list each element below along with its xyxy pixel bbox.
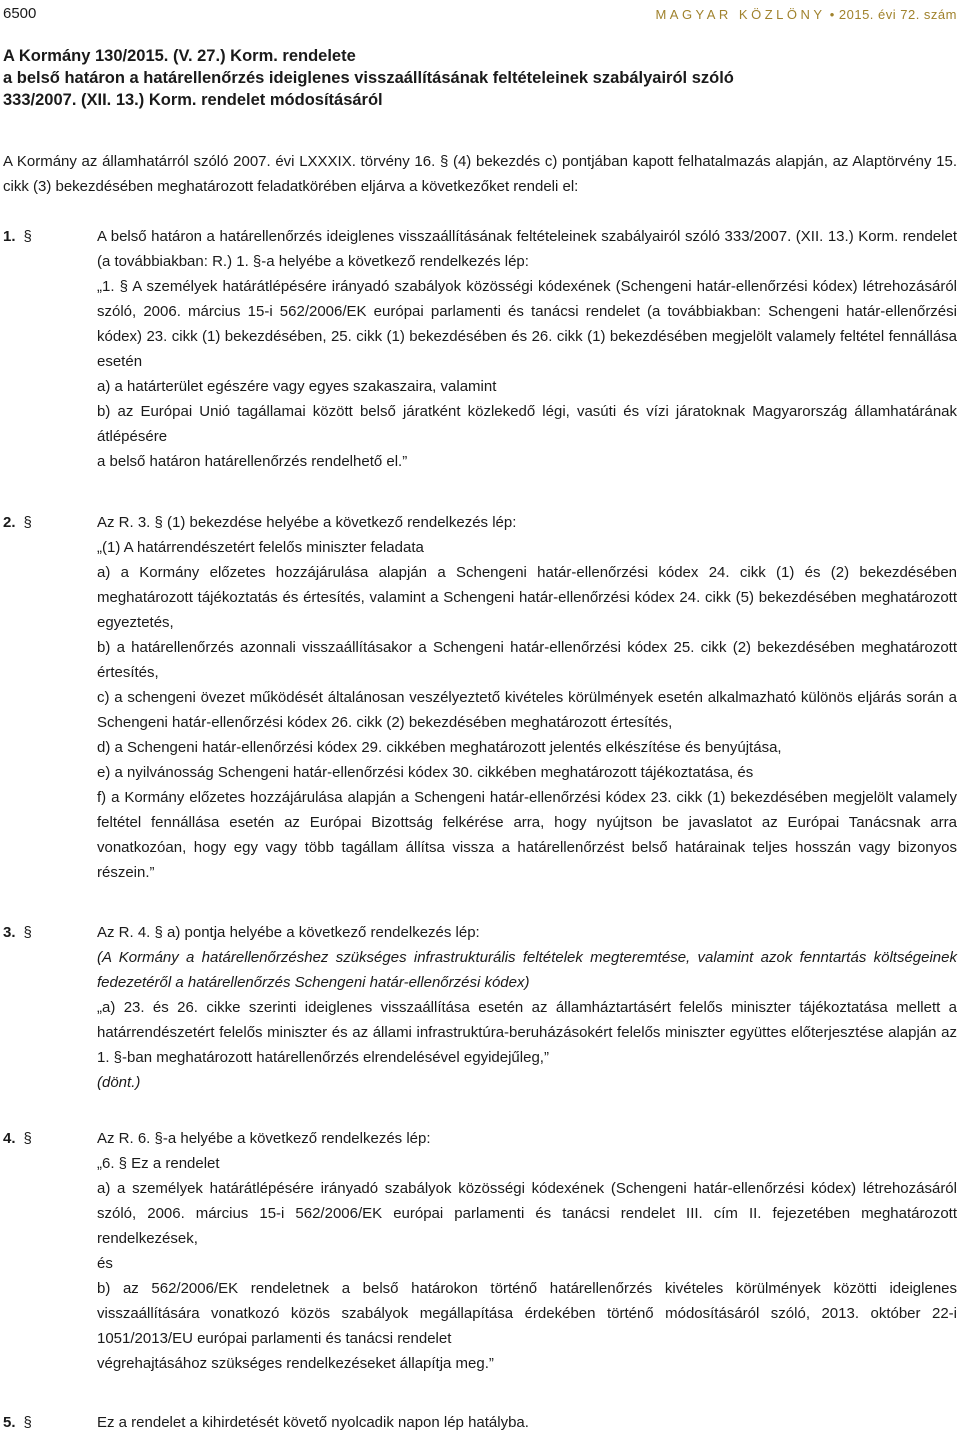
section-paragraph: b) a határellenőrzés azonnali visszaállításakor a Schengeni határ-ellenőrzési kódex 25. cikk (2) bekezdésében meghatározott értesítés, (97, 639, 957, 681)
page-number: 6500 (3, 5, 37, 22)
section-paragraph: a) a határterület egészére vagy egyes szakaszaira, valamint (97, 378, 497, 395)
section-paragraph: b) az Európai Unió tagállamai között belső járatként közlekedő légi, vasúti és vízi járatoknak Magyarország államhatárának átlépésére (97, 403, 957, 445)
section-paragraph: Ez a rendelet a kihirdetését követő nyolcadik napon lép hatályba. (97, 1414, 529, 1431)
section-paragraph: Az R. 3. § (1) bekezdése helyébe a következő rendelkezés lép: (97, 514, 517, 531)
section-label (3, 224, 32, 249)
section-paragraph: Az R. 6. §-a helyébe a következő rendelkezés lép: (97, 1130, 431, 1147)
section-body (97, 920, 957, 1095)
section-1 (3, 224, 957, 474)
section-paragraph: d) a Schengeni határ-ellenőrzési kódex 29. cikkében meghatározott jelentés elkészítése és benyújtása, (97, 739, 782, 756)
section-paragraph: a) a személyek határátlépésére irányadó szabályok közösségi kódexének (Schengeni határ-ellenőrzési kódex) létrehozásáról szóló, 2006. március 15-i 562/2006/EK európai parlamenti és tanácsi rendelet III. cím II. fejezetében meghatározott rendelkezések, (97, 1180, 957, 1247)
paragraph-symbol: § (23, 924, 32, 941)
section-paragraph: „a) 23. és 26. cikke szerinti ideiglenes visszaállítása esetén az államháztartásért felelős miniszter tájékoztatása mellett a határrendészetért felelős miniszter és az állami infrastruktúra-beruházásokért felelős miniszter együttes előterjesztése alapján az 1. §-ban meghatározott határellenőrzés elrendelésével egyidejűleg,” (97, 999, 957, 1066)
section-paragraph-closing: (dönt.) (97, 1074, 141, 1091)
section-paragraph: c) a schengeni övezet működését általánosan veszélyeztető kivételes körülmények esetén alkalmazható különös eljárás során a Schengeni határ-ellenőrzési kódex 26. cikk (2) bekezdésében meghatározott értesítés, (97, 689, 957, 731)
section-number: 2. (3, 514, 16, 531)
journal-info (655, 7, 957, 22)
section-paragraph: „6. § Ez a rendelet (97, 1155, 220, 1172)
journal-title: MAGYAR KÖZLÖNY (655, 7, 826, 22)
page-header (3, 0, 957, 22)
issue-number: 2015. évi 72. szám (838, 7, 957, 22)
title-line-1: A Kormány 130/2015. (V. 27.) Korm. rendelete (3, 47, 356, 65)
section-paragraph: és (97, 1255, 113, 1272)
paragraph-symbol: § (23, 228, 32, 245)
title-line-3: 333/2007. (XII. 13.) Korm. rendelet módosításáról (3, 91, 383, 109)
section-paragraph: Az R. 4. § a) pontja helyébe a következő rendelkezés lép: (97, 924, 480, 941)
section-number: 3. (3, 924, 16, 941)
section-body (97, 1126, 957, 1376)
section-number: 4. (3, 1130, 16, 1147)
preamble: A Kormány az államhatárról szóló 2007. évi LXXXIX. törvény 16. § (4) bekezdés c) pontjában kapott felhatalmazás alapján, az Alaptörvény 15. cikk (3) bekezdésében meghatározott feladatkörében eljárva a következőket rendeli el: (3, 153, 957, 195)
section-number: 5. (3, 1414, 16, 1431)
section-5 (3, 1410, 957, 1435)
section-label (3, 920, 32, 945)
decree-title (3, 45, 957, 111)
paragraph-symbol: § (23, 1130, 32, 1147)
section-paragraph: f) a Kormány előzetes hozzájárulása alapján a Schengeni határ-ellenőrzési kódex 23. cikk (1) bekezdésében megjelölt valamely feltétel fennállása esetén az Európai Bizottság felkérése arra, hogy nyújtson be javaslatot az Európai Tanácsnak arra vonatkozóan, hogy egy vagy több tagállam állítsa vissza a határellenőrzést belső határainak teljes hosszán vagy bizonyos részein.” (97, 789, 957, 881)
section-label (3, 1126, 32, 1151)
section-2 (3, 510, 957, 885)
section-paragraph: b) az 562/2006/EK rendeletnek a belső határokon történő határellenőrzés kivételes körülmények közötti ideiglenes visszaállítására vonatkozó közös szabályok megállapítása érdekében történő módosításáról szóló, 2013. október 22-i 1051/2013/EU európai parlamenti és tanácsi rendelet (97, 1280, 957, 1347)
header-bullet: • (829, 7, 835, 22)
section-number: 1. (3, 228, 16, 245)
section-paragraph: „(1) A határrendészetért felelős miniszter feladata (97, 539, 424, 556)
section-paragraph: e) a nyilvánosság Schengeni határ-ellenőrzési kódex 30. cikkében meghatározott tájékoztatása, és (97, 764, 754, 781)
section-body (97, 224, 957, 474)
section-paragraph-context: (A Kormány a határellenőrzéshez szükséges infrastrukturális feltételek megteremtése, valamint azok fenntartás költségeinek fedezetéről a határellenőrzés Schengeni határ-ellenőrzési kódex) (97, 949, 957, 991)
section-paragraph: végrehajtásához szükséges rendelkezéseket állapítja meg.” (97, 1355, 494, 1372)
section-3 (3, 920, 957, 1095)
section-body (97, 510, 957, 885)
section-paragraph: a) a Kormány előzetes hozzájárulása alapján a Schengeni határ-ellenőrzési kódex 24. cikk (1) és (2) bekezdésében meghatározott tájékoztatás és értesítés, valamint a Schengeni határ-ellenőrzési kódex 24. cikk (5) bekezdésében meghatározott egyeztetés, (97, 564, 957, 631)
section-label (3, 1410, 32, 1435)
section-label (3, 510, 32, 535)
section-body (97, 1410, 957, 1435)
title-line-2: a belső határon a határellenőrzés ideiglenes visszaállításának feltételeinek szabályairól szóló (3, 69, 734, 87)
paragraph-symbol: § (23, 1414, 32, 1431)
paragraph-symbol: § (23, 514, 32, 531)
section-paragraph: A belső határon a határellenőrzés ideiglenes visszaállításának feltételeinek szabályairól szóló 333/2007. (XII. 13.) Korm. rendelet (a továbbiakban: R.) 1. §-a helyébe a következő rendelkezés lép: (97, 228, 957, 270)
section-paragraph: a belső határon határellenőrzés rendelhető el.” (97, 453, 408, 470)
section-paragraph: „1. § A személyek határátlépésére irányadó szabályok közösségi kódexének (Schengeni határ-ellenőrzési kódex) létrehozásáról szóló, 2006. március 15-i 562/2006/EK európai parlamenti és tanácsi rendelet (a továbbiakban: Schengeni határ-ellenőrzési kódex) 23. cikk (1) bekezdésében, 25. cikk (1) bekezdésében és 26. cikk (1) bekezdésében megjelölt valamely feltétel fennállása esetén (97, 278, 957, 370)
section-4 (3, 1126, 957, 1376)
